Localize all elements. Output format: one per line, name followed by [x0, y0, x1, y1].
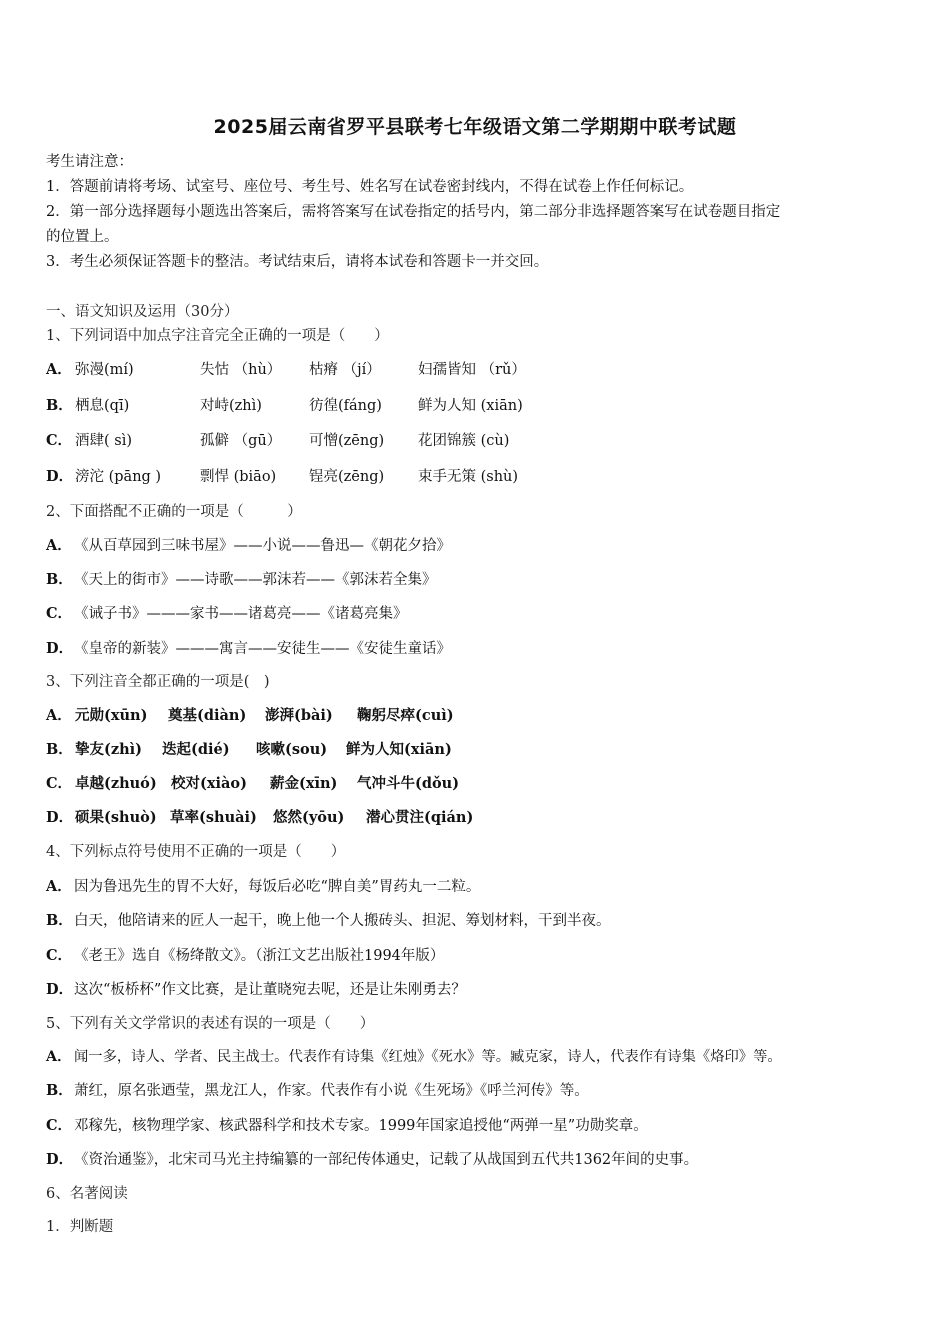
option-cell: 弥漫(mí): [75, 362, 134, 378]
option-cell: 奠基(diàn): [168, 707, 247, 724]
option-cell: 失怙 （hù）: [200, 362, 282, 378]
option-cell: 潜心贯注(qián): [366, 809, 474, 826]
option-row: B．萧红，原名张迺莹，黑龙江人，作家。代表作有小说《生死场》《呼兰河传》等。: [46, 1082, 589, 1099]
option-row: D．《资治通鉴》，北宋司马光主持编纂的一部纪传体通史，记载了从战国到五代共1362年间的史事。: [46, 1151, 699, 1168]
option-cell: 卓越(zhuó): [75, 775, 157, 792]
option-label: C．: [46, 775, 73, 792]
option-label: D．: [46, 468, 74, 485]
option-row: C． 《诫子书》———家书——诸葛亮——《诸葛亮集》: [46, 605, 408, 622]
option-cell: 校对(xiào): [171, 775, 247, 792]
option-cell: 栖息(qī): [75, 398, 130, 414]
option-row: C． 《老王》选自《杨绛散文》。（浙江文艺出版社1994年版）: [46, 947, 445, 964]
question-stem: 5、下列有关文学常识的表述有误的一项是（ ）: [46, 1016, 375, 1032]
option-cell: 鲜为人知(xiān): [346, 741, 452, 758]
option-row: A． 闻一多，诗人、学者、民主战士。代表作有诗集《红烛》《死水》等。臧克家，诗人，代表作有诗集《烙印》等。: [46, 1049, 782, 1065]
option-row: B．《天上的街市》——诗歌——郭沫若——《郭沫若全集》: [46, 571, 437, 588]
option-cell: 鲜为人知 (xiān): [418, 398, 523, 414]
option-cell: 束手无策 (shù): [418, 469, 519, 485]
notice-heading: 考生请注意：: [46, 154, 133, 170]
option-cell: 孤僻 （gū）: [200, 433, 282, 449]
option-row: B．白天，他陪请来的匠人一起干，晚上他一个人搬砖头、担泥、筹划材料，干到半夜。: [46, 912, 611, 929]
option-row: A． 因为鲁迅先生的胃不大好，每饭后必吃“脾自美”胃药丸一二粒。: [46, 878, 481, 895]
option-row: D．《皇帝的新装》———寓言——安徒生——《安徒生童话》: [46, 640, 451, 657]
option-cell: 对峙(zhì): [200, 398, 262, 414]
option-cell: 气冲斗牛(dǒu): [357, 775, 460, 792]
notice-item: 2．第一部分选择题每小题选出答案后，需将答案写在试卷指定的括号内，第二部分非选择题答案写在试卷题目指定: [46, 204, 781, 220]
option-cell: 鞠躬尽瘁(cuì): [357, 707, 454, 724]
option-cell: 锃亮(zēng): [309, 469, 385, 485]
option-label: C．: [46, 432, 73, 449]
question-stem: 1、下列词语中加点字注音完全正确的一项是（ ）: [46, 328, 389, 344]
section-heading: 一、语文知识及运用（30分）: [46, 304, 239, 320]
option-cell: 薪金(xīn): [270, 775, 338, 792]
option-cell: 可憎(zēng): [309, 433, 385, 449]
option-cell: 悠然(yōu): [273, 809, 345, 826]
option-label: B．: [46, 397, 73, 414]
option-cell: 硕果(shuò): [75, 809, 157, 826]
option-label: A．: [46, 707, 72, 724]
option-cell: 草率(shuài): [170, 809, 257, 826]
sub-question: 1．判断题: [46, 1219, 114, 1235]
option-label: B．: [46, 741, 73, 758]
option-cell: 彷徨(fáng): [309, 398, 382, 414]
question-stem: 4、下列标点符号使用不正确的一项是（ ）: [46, 844, 346, 860]
notice-item: 的位置上。: [46, 229, 119, 245]
option-cell: 妇孺皆知 （rǔ）: [418, 362, 526, 378]
option-cell: 剽悍 (biāo): [200, 469, 277, 485]
option-cell: 枯瘠 （jí）: [309, 362, 381, 378]
option-row: C． 邓稼先，核物理学家、核武器科学和技术专家。1999年国家追授他“两弹一星”功勋奖章。: [46, 1117, 648, 1134]
option-cell: 花团锦簇 (cù): [418, 433, 510, 449]
notice-item: 3．考生必须保证答题卡的整洁。考试结束后，请将本试卷和答题卡一并交回。: [46, 254, 549, 270]
question-stem: 6、名著阅读: [46, 1186, 128, 1202]
option-cell: 迭起(dié): [162, 741, 230, 758]
option-cell: 酒肆( sì): [75, 433, 133, 449]
option-cell: 挚友(zhì): [75, 741, 143, 758]
option-cell: 澎湃(bài): [265, 707, 333, 724]
option-label: A．: [46, 361, 72, 378]
option-label: D．: [46, 809, 74, 826]
option-row: A． 《从百草园到三味书屋》——小说——鲁迅—《朝花夕拾》: [46, 537, 451, 554]
question-stem: 3、下列注音全都正确的一项是( ): [46, 674, 270, 690]
page-title: 2025届云南省罗平县联考七年级语文第二学期期中联考试题: [213, 116, 737, 138]
option-cell: 咳嗽(sou): [256, 741, 328, 758]
option-cell: 滂沱 (pāng ): [75, 469, 162, 485]
option-cell: 元勋(xūn): [75, 707, 148, 724]
option-row: D．这次“板桥杯”作文比赛，是让董晓宛去呢，还是让朱刚勇去？: [46, 981, 466, 998]
question-stem: 2、下面搭配不正确的一项是（ ）: [46, 504, 302, 520]
notice-item: 1．答题前请将考场、试室号、座位号、考生号、姓名写在试卷密封线内，不得在试卷上作任何标记。: [46, 179, 694, 195]
